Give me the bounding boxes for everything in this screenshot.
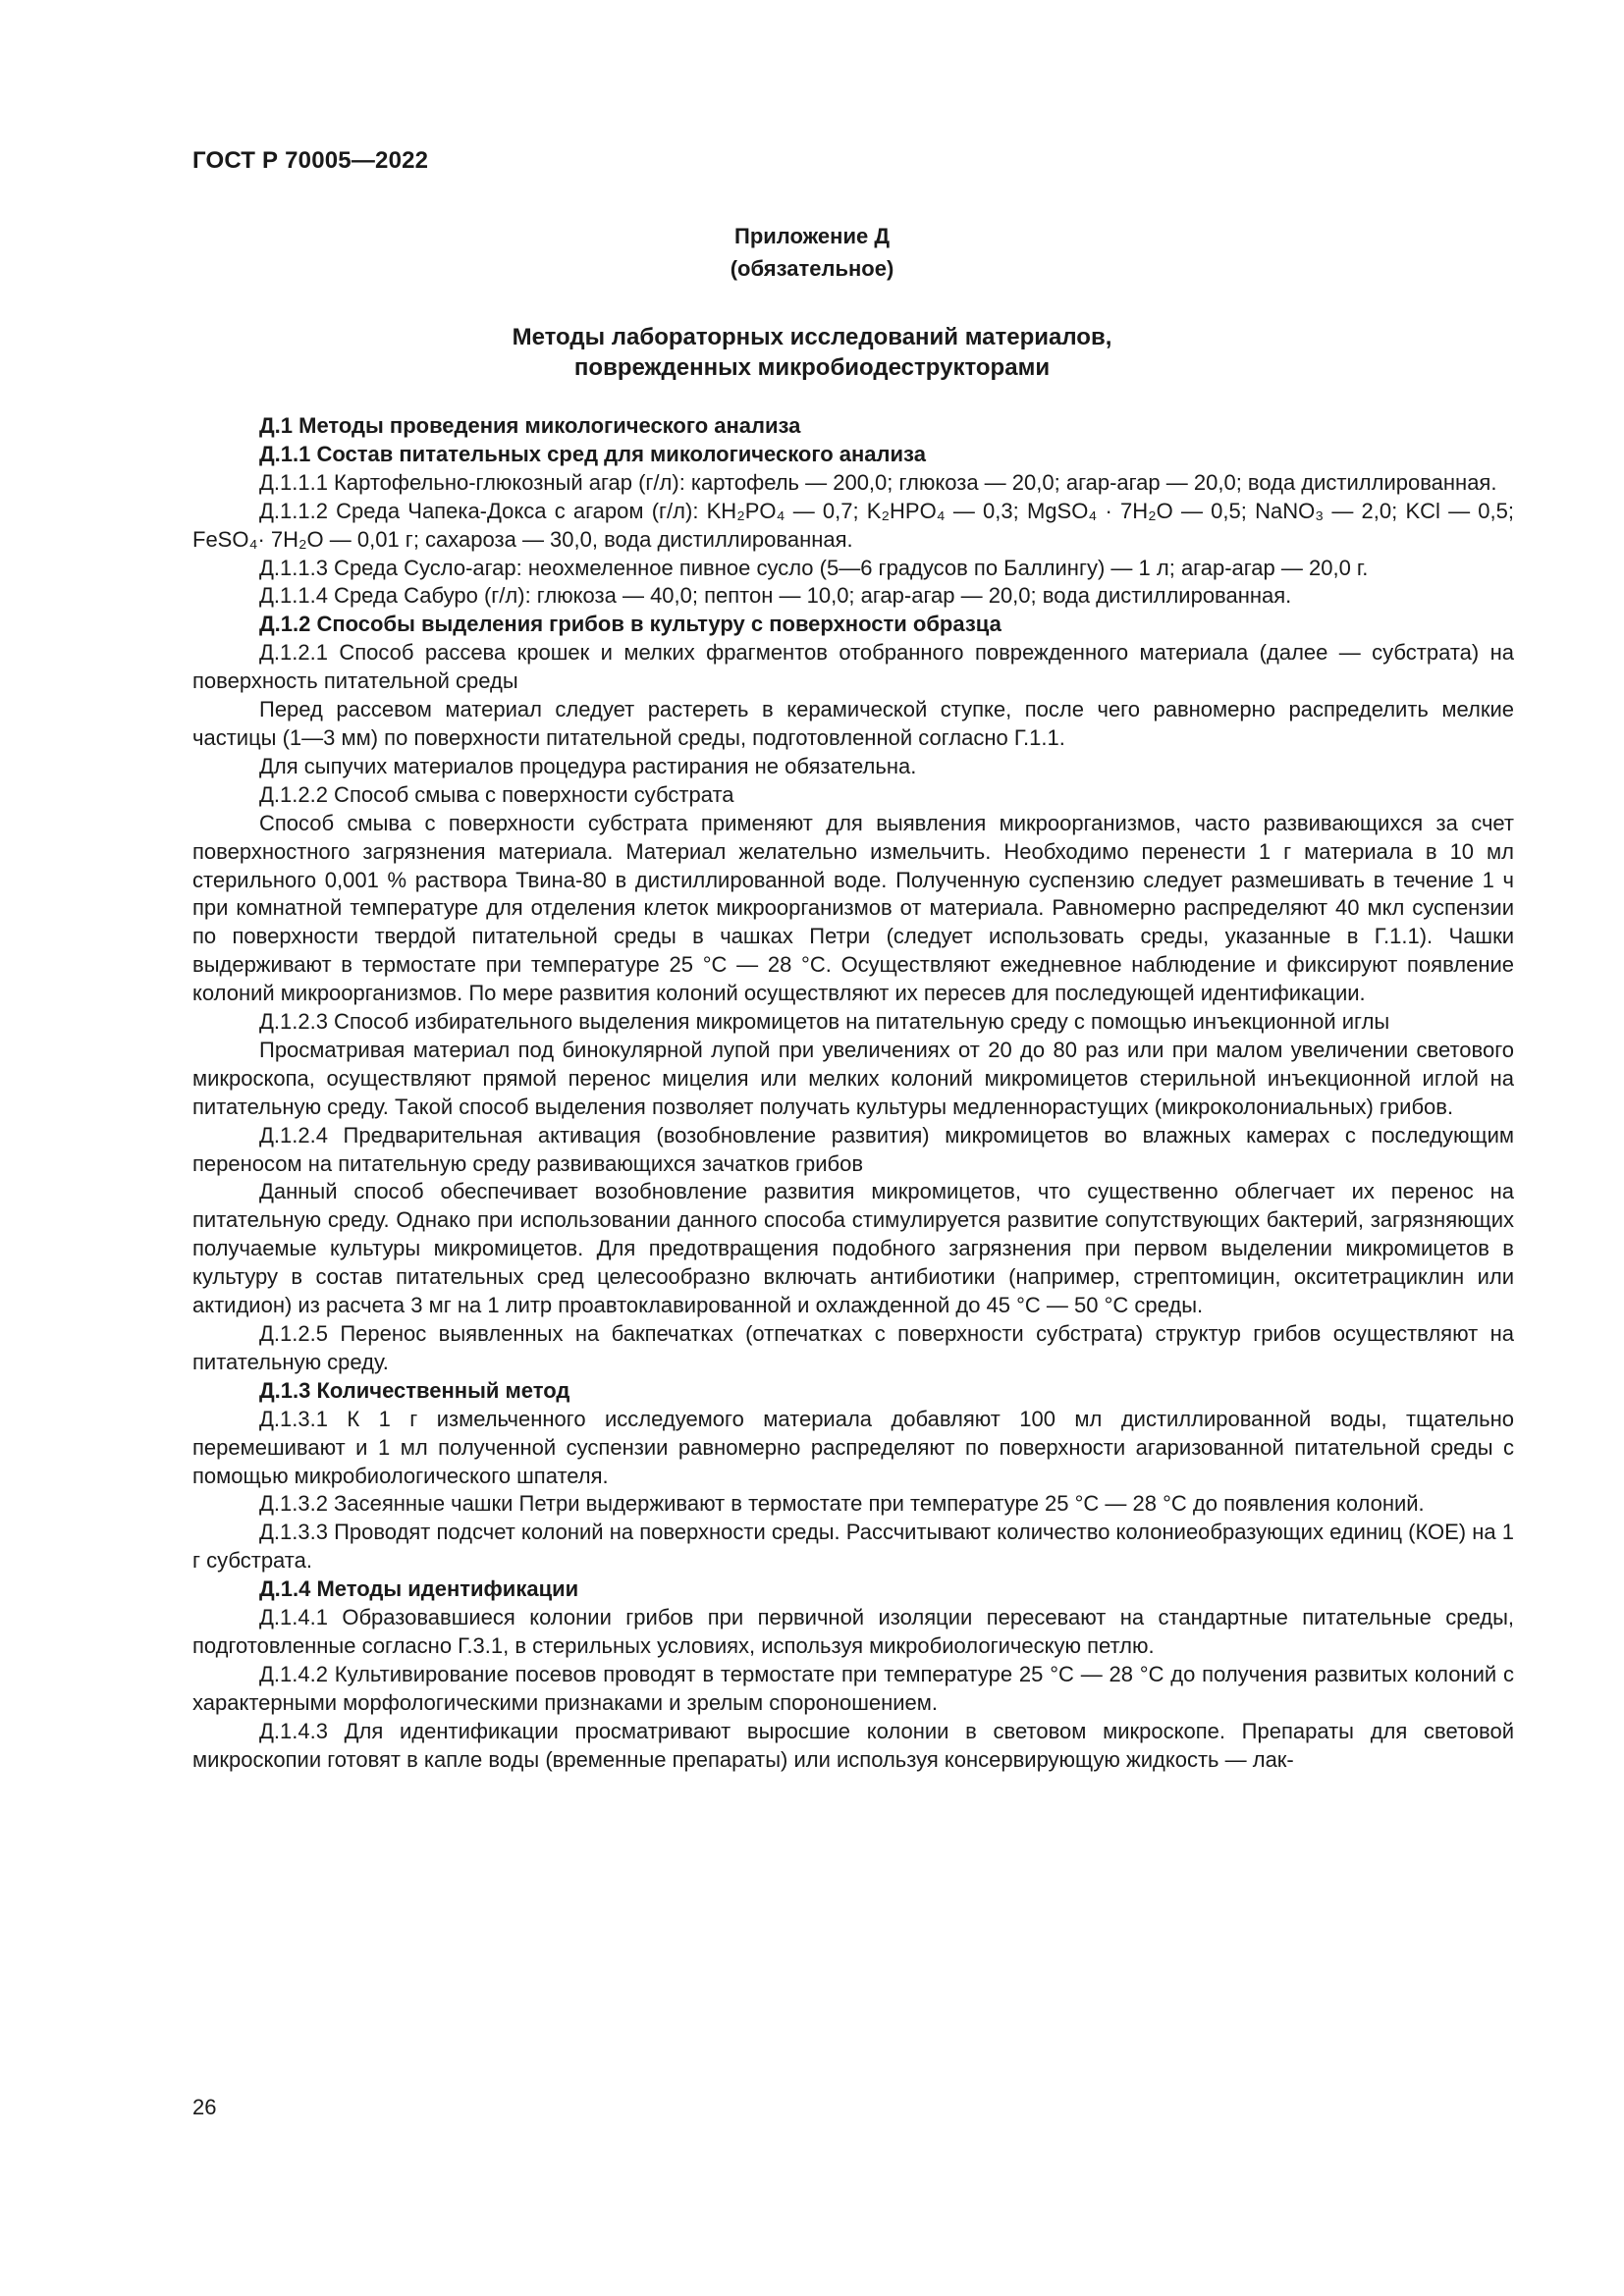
paragraph-d1-2-4: Д.1.2.4 Предварительная активация (возобновление развития) микромицетов во влажных камерах с последующим переносом на питательную среду развивающихся зачатков грибов — [192, 1122, 1514, 1176]
paragraph-d1-2-1: Д.1.2.1 Способ рассева крошек и мелких фрагментов отобранного поврежденного материала (далее — субстрата) на поверхность питательной среды — [192, 640, 1514, 694]
paragraph-d1-2-5: Д.1.2.5 Перенос выявленных на бакпечатках (отпечатках с поверхности субстрата) структур грибов осуществляют на питательную среду. — [192, 1321, 1514, 1374]
paragraph: Перед рассевом материал следует растереть в керамической ступке, после чего равномерно распределить мелкие частицы (1—3 мм) по поверхности питательной среды, подготовленной согласно Г.1.1. — [192, 697, 1514, 750]
section-heading-d1-3: Д.1.3 Количественный метод — [259, 1377, 570, 1403]
paragraph-d1-2-3: Д.1.2.3 Способ избирательного выделения микромицетов на питательную среду с помощью инъекционной иглы — [259, 1009, 1390, 1035]
paragraph-d1-3-1: Д.1.3.1 К 1 г измельченного исследуемого материала добавляют 100 мл дистиллированной воды, тщательно перемешивают и 1 мл полученной суспензии равномерно распределяют по поверхности агаризованной питательной среды с помощью микробиологического шпателя. — [192, 1406, 1514, 1488]
page-number: 26 — [192, 2095, 217, 2119]
appendix-title-line-1: Методы лабораторных исследований материалов, — [512, 324, 1112, 350]
standard-header: ГОСТ Р 70005—2022 — [192, 147, 429, 174]
appendix-label: Приложение Д — [734, 224, 890, 248]
section-heading-d1: Д.1 Методы проведения микологического анализа — [259, 413, 801, 438]
paragraph: Просматривая материал под бинокулярной лупой при увеличениях от 20 до 80 раз или при малом увеличении светового микроскопа, осуществляют прямой перенос мицелия или мелких колоний микромицетов стерильной инъекционной иглой на питательную среду. Такой способ выделения позволяет получать культуры медленнорастущих (микроколониальных) грибов. — [192, 1037, 1514, 1119]
document-body — [192, 412, 1514, 1775]
paragraph: Для сыпучих материалов процедура растирания не обязательна. — [259, 753, 917, 778]
paragraph-d1-1-4: Д.1.1.4 Среда Сабуро (г/л): глюкоза — 40,0; пептон — 10,0; агар-агар — 20,0; вода дистиллированная. — [259, 583, 1292, 609]
section-heading-d1-2: Д.1.2 Способы выделения грибов в культуру с поверхности образца — [259, 612, 1001, 637]
paragraph-d1-1-2: Д.1.1.2 Среда Чапека-Докса с агаром (г/л): KH₂PO₄ — 0,7; K₂HPO₄ — 0,3; MgSO₄ · 7H₂O — 0,5; NaNO₃ — 2,0; KCl — 0,5; FeSO₄· 7H₂O — 0,01 г; сахароза — 30,0, вода дистиллированная. — [192, 498, 1514, 552]
section-heading-d1-1: Д.1.1 Состав питательных сред для микологического анализа — [259, 441, 926, 466]
paragraph-d1-4-3: Д.1.4.3 Для идентификации просматривают выросшие колонии в световом микроскопе. Препараты для световой микроскопии готовят в капле воды (временные препараты) или используя консервирующую жидкость — лак- — [192, 1718, 1514, 1772]
paragraph-d1-4-2: Д.1.4.2 Культивирование посевов проводят в термостате при температуре 25 °С — 28 °С до получения развитых колоний с характерными морфологическими признаками и зрелым спороношением. — [192, 1661, 1514, 1715]
paragraph-d1-3-2: Д.1.3.2 Засеянные чашки Петри выдерживают в термостате при температуре 25 °С — 28 °С до появления колоний. — [259, 1491, 1425, 1517]
paragraph-d1-2-2: Д.1.2.2 Способ смыва с поверхности субстрата — [259, 781, 734, 807]
appendix-status: (обязательное) — [730, 256, 894, 281]
paragraph-d1-3-3: Д.1.3.3 Проводят подсчет колоний на поверхности среды. Рассчитывают количество колониеобразующих единиц (КОЕ) на 1 г субстрата. — [192, 1520, 1514, 1574]
paragraph-d1-1-1: Д.1.1.1 Картофельно-глюкозный агар (г/л): картофель — 200,0; глюкоза — 20,0; агар-агар — 20,0; вода дистиллированная. — [259, 469, 1497, 495]
paragraph-d1-4-1: Д.1.4.1 Образовавшиеся колонии грибов при первичной изоляции пересевают на стандартные питательные среды, подготовленные согласно Г.3.1, в стерильных условиях, используя микробиологическую петлю. — [192, 1605, 1514, 1658]
paragraph-d1-1-3: Д.1.1.3 Среда Сусло-агар: неохмеленное пивное сусло (5—6 градусов по Баллингу) — 1 л; агар-агар — 20,0 г. — [259, 555, 1369, 580]
section-heading-d1-4: Д.1.4 Методы идентификации — [259, 1576, 579, 1602]
appendix-title-line-2: поврежденных микробиодеструкторами — [573, 354, 1051, 381]
paragraph: Данный способ обеспечивает возобновление развития микромицетов, что существенно облегчает их перенос на питательную среду. Однако при использовании данного способа стимулируется развитие сопутствующих бактерий, загрязняющих получаемые культуры микромицетов. Для предотвращения подобного загрязнения при первом выделении микромицетов в культуру в состав питательных сред целесообразно включать антибиотики (например, стрептомицин, окситетрациклин или актидион) из расчета 3 мг на 1 литр проавтоклавированной и охлажденной до 45 °С — 50 °С среды. — [192, 1179, 1514, 1318]
paragraph: Способ смыва с поверхности субстрата применяют для выявления микроорганизмов, часто развивающихся за счет поверхностного загрязнения материала. Материал желательно измельчить. Необходимо перенести 1 г материала в 10 мл стерильного 0,001 % раствора Твина-80 в дистиллированной воде. Полученную суспензию следует размешивать в течение 1 ч при комнатной температуре для отделения клеток микроорганизмов от материала. Равномерно распределяют 40 мкл суспензии по поверхности твердой питательной среды в чашках Петри (следует использовать среды, указанные в Г.1.1). Чашки выдерживают в термостате при температуре 25 °С — 28 °С. Осуществляют ежедневное наблюдение и фиксируют появление колоний микроорганизмов. По мере развития колоний осуществляют их пересев для последующей идентификации. — [192, 810, 1514, 1006]
